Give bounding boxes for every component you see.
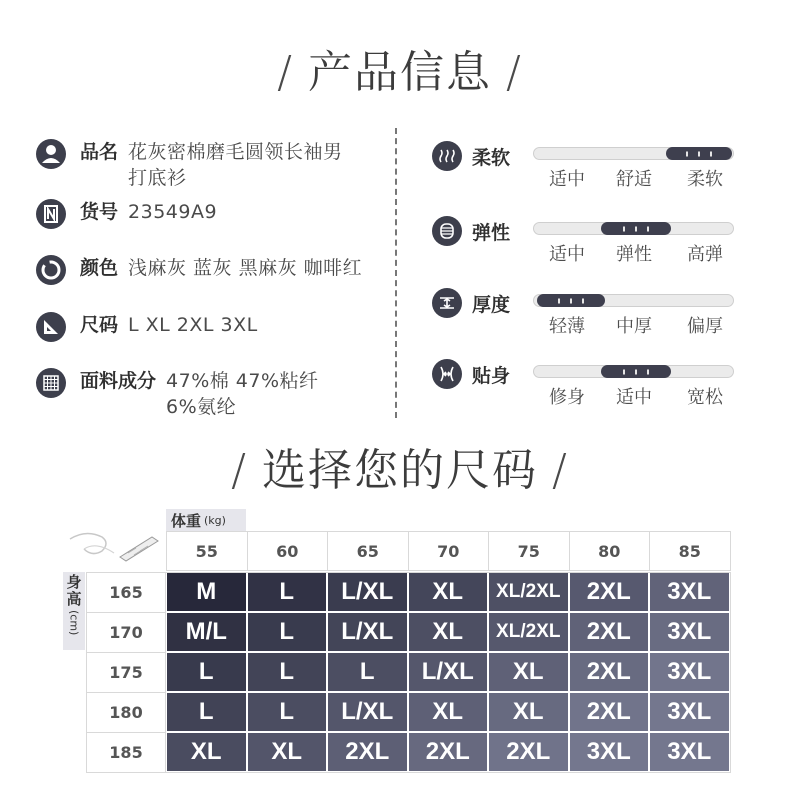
size-cell: XL (489, 693, 568, 731)
attribute-level-indicator (666, 147, 732, 160)
size-cell: 2XL (328, 733, 407, 771)
weight-header-cell: 60 (247, 531, 329, 571)
size-cell: M (167, 573, 246, 611)
size-cell: L (248, 613, 327, 651)
size-cell: L (328, 653, 407, 691)
product-info-title: / 产品信息 / (277, 47, 523, 98)
size-cell: L (167, 653, 246, 691)
size-cell: L/XL (328, 693, 407, 731)
size-cell: 2XL (489, 733, 568, 771)
info-value: 23549A9 (128, 201, 218, 223)
height-axis-label: 身 高 (cm) (63, 572, 85, 650)
attribute-scale-label: 弹性 (616, 244, 652, 265)
weight-header-cell: 85 (649, 531, 731, 571)
attribute-label: 柔软 (472, 147, 511, 169)
size-cell: L (167, 693, 246, 731)
height-header-cell: 185 (86, 732, 166, 773)
size-cell: L (248, 573, 327, 611)
size-cell: 3XL (650, 693, 729, 731)
info-row-color (36, 255, 362, 285)
attribute-level-track (533, 147, 734, 160)
info-value: 浅麻灰 蓝灰 黑麻灰 咖啡红 (128, 257, 363, 279)
size-cell: 3XL (650, 613, 729, 651)
size-chart-title: / 选择您的尺码 / (231, 445, 569, 496)
size-cell: XL (409, 693, 488, 731)
weight-header-cell: 55 (166, 531, 248, 571)
size-cell: 2XL (570, 653, 649, 691)
attribute-level-indicator (537, 294, 605, 307)
weight-header-cell: 65 (327, 531, 409, 571)
attribute-level-track (533, 222, 734, 235)
attribute-scale-label: 柔软 (687, 169, 723, 190)
softness-icon (432, 141, 462, 171)
fit-icon (432, 359, 462, 389)
size-cell: 2XL (409, 733, 488, 771)
size-cell: XL/2XL (489, 573, 568, 611)
weight-axis-label: 体重 (kg) (166, 509, 246, 531)
fabric-icon (36, 368, 66, 398)
size-cell: 2XL (570, 573, 649, 611)
size-cell: XL (409, 613, 488, 651)
attribute-scale-label: 适中 (549, 169, 585, 190)
size-cell: M/L (167, 613, 246, 651)
thickness-icon (432, 288, 462, 318)
size-cell: XL (248, 733, 327, 771)
size-cell: L/XL (409, 653, 488, 691)
weight-header-cell: 70 (408, 531, 490, 571)
size-cell: 3XL (650, 573, 729, 611)
size-cell: XL/2XL (489, 613, 568, 651)
size-cell: XL (167, 733, 246, 771)
size-cell: L/XL (328, 573, 407, 611)
height-header-cell: 175 (86, 652, 166, 693)
info-row-fabric (36, 368, 319, 420)
attribute-scale-label: 适中 (549, 244, 585, 265)
info-row-name (36, 139, 343, 191)
size-cell: L (248, 653, 327, 691)
info-label: 品名 (80, 141, 119, 163)
attribute-scale-label: 偏厚 (687, 316, 723, 337)
weight-header-cell: 75 (488, 531, 570, 571)
info-label: 尺码 (80, 314, 119, 336)
size-cell: 3XL (650, 733, 729, 771)
elasticity-icon (432, 216, 462, 246)
info-label: 面料成分 (80, 370, 157, 392)
attribute-scale-label: 轻薄 (549, 316, 585, 337)
column-divider (395, 128, 397, 418)
height-header-cell: 165 (86, 572, 166, 613)
size-cell: 3XL (650, 653, 729, 691)
info-row-sku (36, 199, 217, 229)
attribute-level-track (533, 365, 734, 378)
weight-header-cell: 80 (569, 531, 651, 571)
attribute-level-indicator (601, 365, 671, 378)
info-value: 47%棉 47%粘纤 6%氨纶 (166, 370, 319, 418)
attribute-scale-label: 中厚 (616, 316, 652, 337)
color-icon (36, 255, 66, 285)
attribute-level-indicator (601, 222, 671, 235)
size-cell: 2XL (570, 693, 649, 731)
size-cell: 3XL (570, 733, 649, 771)
info-label: 颜色 (80, 257, 119, 279)
attribute-label: 弹性 (472, 222, 511, 244)
attribute-scale-label: 宽松 (687, 387, 723, 408)
height-header-cell: 180 (86, 692, 166, 733)
sku-icon (36, 199, 66, 229)
attribute-scale-label: 高弹 (687, 244, 723, 265)
attribute-scale-label: 适中 (616, 387, 652, 408)
size-cell: L (248, 693, 327, 731)
ruler-icon (36, 312, 66, 342)
size-cell: XL (409, 573, 488, 611)
info-value: 花灰密棉磨毛圆领长袖男 打底衫 (128, 141, 343, 189)
tape-measure-icon (66, 527, 162, 567)
attribute-label: 厚度 (472, 294, 511, 316)
info-row-size (36, 312, 258, 342)
attribute-scale-label: 舒适 (616, 169, 652, 190)
person-icon (36, 139, 66, 169)
size-cell: XL (489, 653, 568, 691)
size-cell: 2XL (570, 613, 649, 651)
attribute-level-track (533, 294, 734, 307)
size-cell: L/XL (328, 613, 407, 651)
info-value: L XL 2XL 3XL (128, 314, 258, 336)
attribute-label: 贴身 (472, 365, 511, 387)
height-header-cell: 170 (86, 612, 166, 653)
attribute-scale-label: 修身 (549, 387, 585, 408)
info-label: 货号 (80, 201, 119, 223)
